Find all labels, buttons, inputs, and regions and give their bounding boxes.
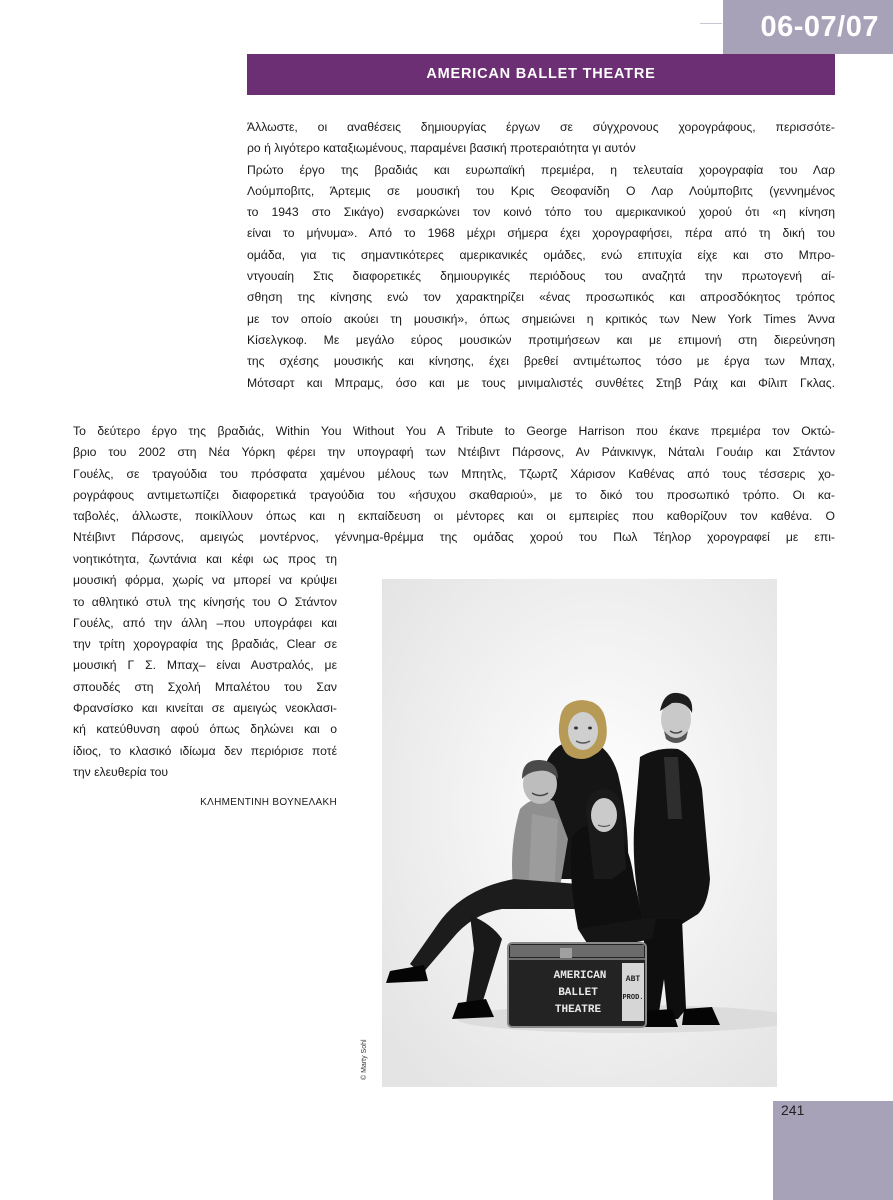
photo-illustration <box>382 579 777 1087</box>
text-line: Το δεύτερο έργο της βραδιάς, Within You Without You A Tribute to George Harrison που έκανε πρεμιέρα τον Οκτώ- <box>73 424 835 438</box>
text-line: νοητικότητα, ζωντάνια και κέφι ως προς τη <box>73 552 337 566</box>
text-line: Λούμποβιτς, Άρτεμις σε μουσική του Κρις Θεοφανίδη Ο Λαρ Λούμποβιτς (γεννημένος <box>247 183 835 198</box>
text-line: είναι το μήνυμα». Από το 1968 μέχρι σήμερα έχει χορογραφήσει, πέρα από τη δική του <box>247 226 835 241</box>
text-line: το αθλητικό στυλ της κίνησής του Ο Στάντον <box>73 594 337 609</box>
trunk-label-3: THEATRE <box>554 1004 602 1016</box>
trunk-side-label-2: PROD. <box>622 994 644 1002</box>
text-line: το 1943 στο Σικάγο) ενσαρκώνει τον κοινό τόπο του αμερικανικού χορού ότι «η κίνηση <box>247 205 835 220</box>
text-line: με τον οποίο ακούει τη μουσική», όπως σημειώνει η κριτικός των New York Times Άννα <box>247 311 835 326</box>
section-banner <box>247 54 835 95</box>
text-line: Μότσαρτ και Μπραμς, όσο και με τους μινιμαλιστές συνθέτες Στηβ Ράιχ και Φίλιπ Γκλας. <box>247 375 835 390</box>
article-block-column <box>73 549 337 783</box>
photo-credit: © Marty Sohl <box>361 1039 368 1080</box>
trunk-label-2: BALLET <box>558 987 598 999</box>
text-line: Γουέλς, από την άλλη –που υπογράφει και <box>73 615 337 630</box>
text-line: Γουέλς, σε τραγούδια του πρόσφατα χαμένου μέλους των Μπητλς, Τζωρτζ Χάρισον Καθένας από τους τέσσερις χο- <box>73 466 835 481</box>
text-line: μουσική Γ Σ. Μπαχ– είναι Αυστραλός, με <box>73 658 337 673</box>
article-block-intro <box>247 117 835 394</box>
text-line: ίδιος, το κλασικό ιδίωμα δεν περιόρισε ποτέ <box>73 743 337 758</box>
text-line: Κίσελγκοφ. Με μεγάλο εύρος μουσικών προτιμήσεων και με επιμονή στη διερεύνηση <box>247 332 835 347</box>
page-number: 241 <box>781 1102 805 1118</box>
text-line: Άλλωστε, οι αναθέσεις δημιουργίας έργων σε σύγχρονους χορογράφους, περισσότε- <box>247 120 835 134</box>
dancers-photo <box>382 579 777 1087</box>
article-block-second <box>73 421 835 549</box>
text-line: την τρίτη χορογραφία της βραδιάς, Clear σε <box>73 637 337 652</box>
text-line: κή κατεύθυνση αφού όπως δηλώνει και ο <box>73 722 337 737</box>
text-line: σπουδές στη Σχολή Μπαλέτου του Σαν <box>73 679 337 694</box>
text-line: ρο ή λιγότερο καταξιωμένους, παραμένει βασική προτεραιότητα γι αυτόν <box>247 141 636 156</box>
author-name: ΚΛΗΜΕΝΤΙΝΗ ΒΟΥΝΕΛΑΚΗ <box>200 797 337 808</box>
trunk-side-label-1: ABT <box>625 975 641 984</box>
text-line: σθηση της κίνησης ενώ τον χαρακτηρίζει «ένας προσωπικός και απροσδόκητος τρόπος <box>247 290 835 305</box>
text-line: μουσική φόρμα, χωρίς να μπορεί να κρύψει <box>73 573 337 588</box>
trunk-label-1: AMERICAN <box>553 970 607 982</box>
text-line: της σχέσης μουσικής και κίνησης, έχει βρεθεί αντιμέτωπος τόσο με έργα των Μπαχ, <box>247 354 835 369</box>
header-rule <box>700 23 722 24</box>
issue-date-tab <box>723 0 893 54</box>
text-line: την ελευθερία του <box>73 764 169 779</box>
text-line: Πρώτο έργο της βραδιάς και ευρωπαϊκή πρεμιέρα, η τελευταία χορογραφία του Λαρ <box>247 162 835 177</box>
abt-trunk <box>508 943 646 1027</box>
text-line: ομάδα, για τις σημαντικότερες αμερικανικές ομάδες, ενώ επιτυχία είχε και στο Μπρο- <box>247 247 835 262</box>
text-line: ντγουαίη Στις διαφορετικές δημιουργικές περιόδους του αναζητά την πρωτογενή αί- <box>247 269 835 284</box>
text-line: Ντέιβιντ Πάρσονς, αμειγώς μοντέρνος, γέννημα-θρέμμα της ομάδας χορού του Πωλ Τέηλορ χορογραφεί με επι- <box>73 530 835 545</box>
text-line: ρογράφους αντιμετωπίζει διαφορετικά τραγούδια του «ήσυχου σκαθαριού», με το δικό του προσωπικό τρόπο. Οι κα- <box>73 487 835 502</box>
text-line: ταβολές, άλλωστε, ποικίλλουν όπως και η εκπαίδευση οι μέντορες και οι εμπειρίες που καθορίζουν τον καθένα. Ο <box>73 509 835 524</box>
section-title: AMERICAN BALLET THEATRE <box>426 66 656 82</box>
issue-date: 06-07/07 <box>760 11 879 43</box>
text-line: Φρανσίσκο και κινείται σε αμειγώς νεοκλασι- <box>73 701 337 716</box>
text-line: βριο του 2002 στη Νέα Υόρκη φέρει την υπογραφή των Ντέιβιντ Πάρσονς, Αν Ράινκινγκ, Νάταλι Γουάιρ και Στάντον <box>73 445 835 460</box>
